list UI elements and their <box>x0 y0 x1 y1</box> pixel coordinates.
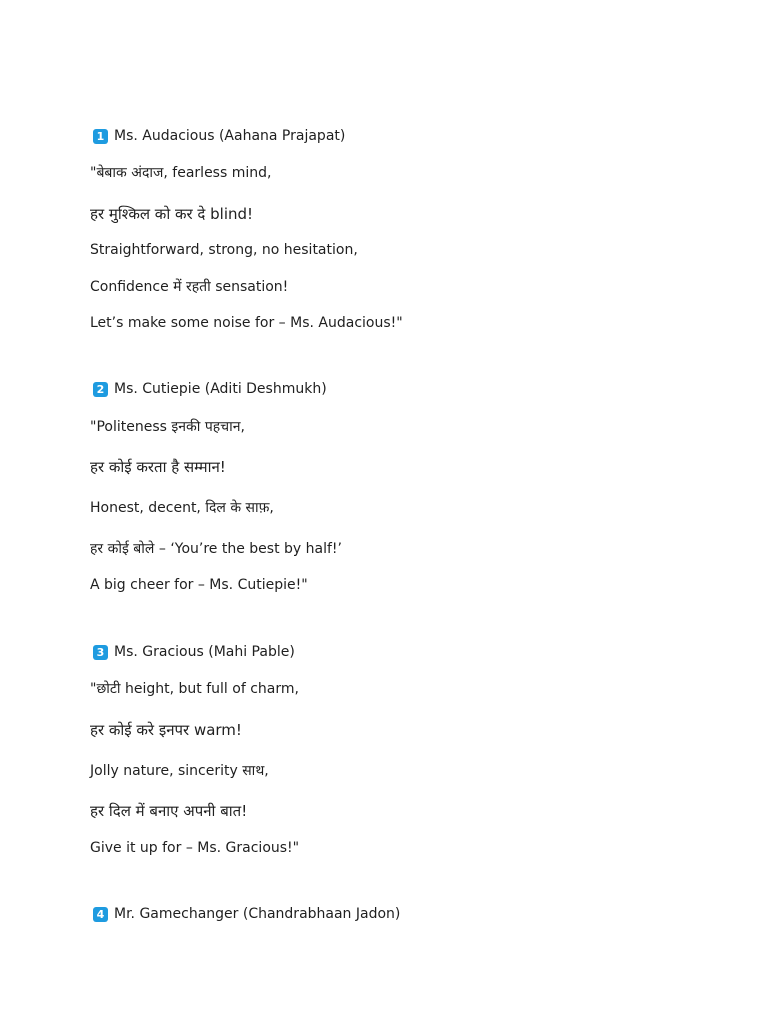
keycap-number-icon: 1 <box>93 129 108 144</box>
section-1-line-1: "बेबाक अंदाज, fearless mind, <box>90 165 272 181</box>
section-2-line-3: Honest, decent, दिल के साफ़, <box>90 500 274 516</box>
section-2-heading <box>90 380 327 398</box>
section-3-line-4: हर दिल में बनाए अपनी बात! <box>90 802 248 820</box>
section-1-line-4: Confidence में रहती sensation! <box>90 279 289 295</box>
section-3-line-5: Give it up for – Ms. Gracious!" <box>90 840 300 856</box>
section-3-line-1: "छोटी height, but full of charm, <box>90 681 299 697</box>
keycap-number-icon: 4 <box>93 907 108 922</box>
section-3-title: Ms. Gracious (Mahi Pable) <box>114 644 295 660</box>
section-3-line-3: Jolly nature, sincerity साथ, <box>90 763 269 779</box>
section-4-heading <box>90 905 400 923</box>
section-3-line-2: हर कोई करे इनपर warm! <box>90 721 242 739</box>
section-1-heading <box>90 127 345 145</box>
section-2-title: Ms. Cutiepie (Aditi Deshmukh) <box>114 381 327 397</box>
section-4-title: Mr. Gamechanger (Chandrabhaan Jadon) <box>114 906 401 922</box>
section-3-heading <box>90 643 295 661</box>
section-1-title: Ms. Audacious (Aahana Prajapat) <box>114 128 346 144</box>
section-2-line-1: "Politeness इनकी पहचान, <box>90 419 245 435</box>
section-1-line-3: Straightforward, strong, no hesitation, <box>90 242 358 258</box>
section-1-line-5: Let’s make some noise for – Ms. Audacious!" <box>90 315 403 331</box>
section-2-line-5: A big cheer for – Ms. Cutiepie!" <box>90 577 308 593</box>
section-2-line-4: हर कोई बोले – ‘You’re the best by half!’ <box>90 541 342 557</box>
keycap-number-icon: 2 <box>93 382 108 397</box>
section-2-line-2: हर कोई करता है सम्मान! <box>90 458 226 476</box>
keycap-number-icon: 3 <box>93 645 108 660</box>
section-1-line-2: हर मुश्किल को कर दे blind! <box>90 205 254 223</box>
